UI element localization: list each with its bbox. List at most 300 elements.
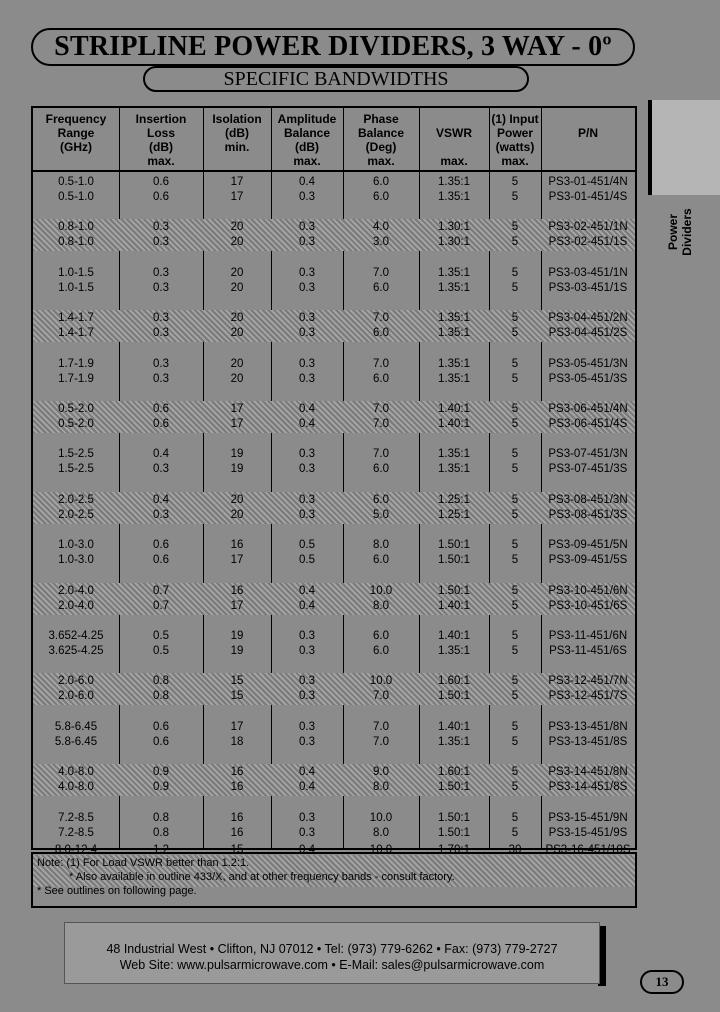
- table-row: [33, 629, 635, 644]
- cell-isolation: 17: [230, 599, 244, 612]
- cell-part-number: PS3-02-451/1S: [548, 236, 628, 249]
- cell-phase-balance: 6.0: [373, 176, 389, 188]
- cell-input-power: 5: [511, 312, 519, 325]
- cell-phase-balance: 5.0: [373, 508, 389, 521]
- cell-isolation: 17: [230, 418, 244, 430]
- cell-part-number: PS3-06-451/4N: [548, 403, 628, 415]
- note-1: Note: (1) For Load VSWR better than 1.2:1.: [37, 857, 250, 869]
- cell-isolation: 19: [230, 463, 244, 476]
- header-line: max.: [293, 154, 321, 168]
- cell-input-power: 5: [511, 463, 519, 476]
- cell-input-power: 5: [511, 327, 519, 340]
- cell-input-power: 5: [511, 584, 519, 597]
- cell-isolation: 15: [230, 675, 244, 688]
- cell-frequency: 4.0-8.0: [58, 766, 94, 779]
- cell-amplitude-balance: 0.3: [299, 645, 315, 657]
- table-row: [33, 372, 635, 387]
- cell-insertion-loss: 0.6: [153, 191, 169, 203]
- cell-amplitude-balance: 0.3: [299, 720, 315, 733]
- cell-amplitude-balance: 0.4: [299, 176, 315, 188]
- cell-phase-balance: 6.0: [373, 281, 389, 294]
- table-row: [33, 190, 635, 205]
- cell-input-power: 5: [511, 826, 519, 839]
- cell-isolation: 20: [230, 281, 244, 294]
- table-row: [33, 402, 635, 417]
- cell-vswr: 1.40:1: [438, 403, 470, 415]
- header-rule: [33, 170, 635, 172]
- cell-isolation: 15: [230, 690, 244, 703]
- side-tab-line-1: Power: [666, 214, 680, 251]
- cell-insertion-loss: 0.8: [153, 811, 169, 824]
- cell-isolation: 16: [230, 826, 244, 839]
- cell-amplitude-balance: 0.3: [299, 236, 315, 249]
- cell-vswr: 1.35:1: [438, 372, 470, 385]
- cell-insertion-loss: 0.5: [153, 645, 169, 657]
- cell-insertion-loss: 0.9: [153, 766, 169, 779]
- header-line: Balance: [283, 126, 331, 140]
- header-line: Balance: [357, 126, 405, 140]
- cell-frequency: 2.0-6.0: [58, 675, 94, 688]
- cell-vswr: 1.50:1: [438, 781, 470, 794]
- table-row: [33, 175, 635, 190]
- title-banner: [31, 28, 635, 66]
- header-line: Phase: [363, 112, 399, 126]
- cell-frequency: 5.8-6.45: [54, 735, 98, 748]
- cell-isolation: 20: [230, 508, 244, 521]
- cell-part-number: PS3-07-451/3S: [548, 463, 628, 476]
- cell-insertion-loss: 0.6: [153, 735, 169, 748]
- table-row: [33, 599, 635, 614]
- cell-phase-balance: 6.0: [373, 327, 389, 340]
- cell-insertion-loss: 0.5: [153, 630, 169, 642]
- cell-amplitude-balance: 0.3: [299, 508, 315, 521]
- cell-phase-balance: 7.0: [373, 357, 389, 370]
- cell-amplitude-balance: 0.3: [299, 357, 315, 370]
- cell-vswr: 1.35:1: [438, 357, 470, 370]
- table-row: [33, 462, 635, 477]
- cell-phase-balance: 8.0: [373, 599, 389, 612]
- cell-isolation: 20: [230, 327, 244, 340]
- cell-amplitude-balance: 0.4: [299, 403, 315, 415]
- cell-frequency: 7.2-8.5: [58, 811, 94, 824]
- cell-insertion-loss: 0.7: [153, 584, 169, 597]
- cell-insertion-loss: 0.6: [153, 554, 169, 567]
- header-line: Loss: [146, 126, 175, 140]
- page-title: STRIPLINE POWER DIVIDERS, 3 WAY - 0º: [54, 31, 612, 62]
- cell-amplitude-balance: 0.4: [299, 418, 315, 430]
- cell-amplitude-balance: 0.4: [299, 844, 315, 856]
- cell-isolation: 17: [230, 176, 244, 188]
- cell-insertion-loss: 0.3: [153, 327, 169, 340]
- cell-part-number: PS3-12-451/7S: [548, 690, 628, 703]
- cell-isolation: 20: [230, 266, 244, 279]
- table-row: [33, 674, 635, 689]
- cell-isolation: 17: [230, 403, 244, 415]
- notes-box: [31, 852, 637, 908]
- header-line: (1) Input: [491, 112, 539, 126]
- table-row: [33, 220, 635, 235]
- cell-phase-balance: 6.0: [373, 493, 389, 506]
- table-row: [33, 311, 635, 326]
- cell-isolation: 19: [230, 645, 244, 657]
- header-line: (dB): [149, 140, 173, 154]
- cell-input-power: 5: [511, 781, 519, 794]
- cell-input-power: 5: [511, 735, 519, 748]
- cell-vswr: 1.50:1: [438, 690, 470, 703]
- cell-frequency: 5.8-6.45: [54, 720, 98, 733]
- page-number: 13: [640, 970, 684, 994]
- header-line: Range: [57, 126, 95, 140]
- cell-part-number: PS3-05-451/3S: [548, 372, 628, 385]
- table-row: [33, 811, 635, 826]
- table-row: [33, 326, 635, 341]
- cell-vswr: 1.70:1: [438, 844, 470, 856]
- cell-vswr: 1.35:1: [438, 191, 470, 203]
- cell-isolation: 20: [230, 493, 244, 506]
- cell-vswr: 1.35:1: [438, 735, 470, 748]
- side-tab-line-2: Dividers: [680, 208, 694, 256]
- header-insertion-loss: [119, 112, 203, 168]
- cell-vswr: 1.35:1: [438, 176, 470, 188]
- cell-part-number: PS3-08-451/3N: [548, 493, 628, 506]
- cell-input-power: 5: [511, 372, 519, 385]
- cell-part-number: PS3-14-451/8N: [548, 766, 628, 779]
- cell-part-number: PS3-10-451/6S: [548, 599, 628, 612]
- header-input-power: [489, 112, 541, 168]
- header-line: (dB): [225, 126, 249, 140]
- cell-frequency: 3.652-4.25: [48, 630, 104, 642]
- cell-isolation: 16: [230, 781, 244, 794]
- cell-frequency: 0.8-1.0: [58, 236, 94, 249]
- cell-phase-balance: 7.0: [373, 312, 389, 325]
- cell-phase-balance: 4.0: [373, 221, 389, 234]
- table-row: [33, 281, 635, 296]
- cell-insertion-loss: 0.3: [153, 372, 169, 385]
- cell-vswr: 1.35:1: [438, 281, 470, 294]
- cell-input-power: 5: [511, 357, 519, 370]
- cell-frequency: 2.0-2.5: [58, 493, 94, 506]
- cell-part-number: PS3-02-451/1N: [548, 221, 628, 234]
- cell-input-power: 5: [511, 266, 519, 279]
- cell-isolation: 17: [230, 191, 244, 203]
- header-phase-balance: [343, 112, 419, 168]
- cell-part-number: PS3-10-451/6N: [548, 584, 628, 597]
- table-row: [33, 266, 635, 281]
- cell-input-power: 5: [511, 599, 519, 612]
- cell-part-number: PS3-13-451/8S: [548, 735, 628, 748]
- spec-table: [31, 106, 637, 856]
- cell-part-number: PS3-09-451/5S: [548, 554, 628, 567]
- header-isolation: [203, 112, 271, 154]
- header-line: max.: [147, 154, 175, 168]
- cell-frequency: 0.5-2.0: [58, 403, 94, 415]
- cell-insertion-loss: 0.3: [153, 236, 169, 249]
- header-line: Insertion: [135, 112, 187, 126]
- cell-isolation: 20: [230, 357, 244, 370]
- side-tab: [652, 100, 720, 256]
- cell-input-power: 5: [511, 403, 519, 415]
- cell-vswr: 1.35:1: [438, 266, 470, 279]
- address-box: [64, 922, 600, 984]
- cell-phase-balance: 6.0: [373, 630, 389, 642]
- cell-phase-balance: 10.0: [369, 844, 393, 856]
- cell-isolation: 15: [230, 844, 244, 856]
- cell-phase-balance: 8.0: [373, 539, 389, 552]
- cell-input-power: 5: [511, 630, 519, 642]
- header-line: max.: [440, 154, 468, 168]
- cell-part-number: PS3-09-451/5N: [548, 539, 628, 552]
- page-subtitle: SPECIFIC BANDWIDTHS: [223, 68, 449, 90]
- cell-part-number: PS3-06-451/4S: [548, 418, 628, 430]
- cell-input-power: 5: [511, 221, 519, 234]
- cell-frequency: 2.0-6.0: [58, 690, 94, 703]
- header-line: (GHz): [60, 140, 92, 154]
- cell-amplitude-balance: 0.3: [299, 266, 315, 279]
- cell-insertion-loss: 0.3: [153, 357, 169, 370]
- cell-vswr: 1.35:1: [438, 645, 470, 657]
- cell-phase-balance: 7.0: [373, 266, 389, 279]
- cell-phase-balance: 6.0: [373, 645, 389, 657]
- table-row: [33, 493, 635, 508]
- cell-isolation: 20: [230, 372, 244, 385]
- cell-vswr: 1.50:1: [438, 584, 470, 597]
- header-line: P/N: [577, 126, 598, 140]
- cell-input-power: 5: [511, 493, 519, 506]
- cell-phase-balance: 7.0: [373, 403, 389, 415]
- table-row: [33, 826, 635, 841]
- table-row: [33, 689, 635, 704]
- cell-frequency: 0.5-1.0: [58, 191, 94, 203]
- cell-phase-balance: 8.0: [373, 781, 389, 794]
- cell-amplitude-balance: 0.3: [299, 811, 315, 824]
- cell-insertion-loss: 0.6: [153, 418, 169, 430]
- cell-insertion-loss: 0.6: [153, 403, 169, 415]
- cell-frequency: 2.0-2.5: [58, 508, 94, 521]
- note-2: * Also available in outline 433/X, and at other frequency bands - consult factory.: [69, 871, 455, 883]
- cell-part-number: PS3-16-451/10S: [545, 844, 631, 856]
- cell-vswr: 1.60:1: [438, 766, 470, 779]
- cell-isolation: 16: [230, 766, 244, 779]
- header-line: min.: [224, 140, 250, 154]
- cell-vswr: 1.40:1: [438, 599, 470, 612]
- cell-vswr: 1.50:1: [438, 826, 470, 839]
- table-row: [33, 508, 635, 523]
- cell-amplitude-balance: 0.3: [299, 690, 315, 703]
- cell-insertion-loss: 0.3: [153, 463, 169, 476]
- cell-isolation: 18: [230, 735, 244, 748]
- subtitle-banner: [143, 66, 529, 92]
- cell-part-number: PS3-13-451/8N: [548, 720, 628, 733]
- cell-phase-balance: 7.0: [373, 720, 389, 733]
- cell-frequency: 1.0-1.5: [58, 266, 94, 279]
- cell-phase-balance: 10.0: [369, 811, 393, 824]
- cell-insertion-loss: 0.8: [153, 826, 169, 839]
- table-row: [33, 765, 635, 780]
- cell-isolation: 16: [230, 811, 244, 824]
- cell-part-number: PS3-15-451/9S: [548, 826, 628, 839]
- cell-amplitude-balance: 0.4: [299, 584, 315, 597]
- cell-phase-balance: 6.0: [373, 554, 389, 567]
- cell-vswr: 1.40:1: [438, 630, 470, 642]
- cell-input-power: 5: [511, 236, 519, 249]
- cell-isolation: 16: [230, 584, 244, 597]
- cell-vswr: 1.60:1: [438, 675, 470, 688]
- cell-isolation: 19: [230, 630, 244, 642]
- cell-insertion-loss: 0.3: [153, 281, 169, 294]
- cell-amplitude-balance: 0.3: [299, 281, 315, 294]
- cell-phase-balance: 7.0: [373, 418, 389, 430]
- cell-amplitude-balance: 0.3: [299, 735, 315, 748]
- cell-phase-balance: 7.0: [373, 690, 389, 703]
- cell-part-number: PS3-07-451/3N: [548, 448, 628, 461]
- table-row: [33, 735, 635, 750]
- cell-vswr: 1.25:1: [438, 508, 470, 521]
- cell-vswr: 1.30:1: [438, 221, 470, 234]
- table-row: [33, 780, 635, 795]
- cell-input-power: 5: [511, 508, 519, 521]
- header-line: Power: [496, 126, 533, 140]
- cell-insertion-loss: 0.6: [153, 176, 169, 188]
- header-part-number: [541, 126, 635, 140]
- cell-input-power: 5: [511, 176, 519, 188]
- cell-amplitude-balance: 0.3: [299, 630, 315, 642]
- cell-frequency: 0.5-1.0: [58, 176, 94, 188]
- table-row: [33, 584, 635, 599]
- cell-insertion-loss: 0.6: [153, 720, 169, 733]
- cell-input-power: 5: [511, 720, 519, 733]
- cell-part-number: PS3-15-451/9N: [548, 811, 628, 824]
- cell-input-power: 5: [511, 281, 519, 294]
- cell-frequency: 7.2-8.5: [58, 826, 94, 839]
- cell-insertion-loss: 0.8: [153, 675, 169, 688]
- cell-vswr: 1.40:1: [438, 720, 470, 733]
- cell-phase-balance: 7.0: [373, 448, 389, 461]
- cell-part-number: PS3-05-451/3N: [548, 357, 628, 370]
- header-line: max.: [367, 154, 395, 168]
- cell-phase-balance: 9.0: [373, 766, 389, 779]
- cell-frequency: 1.5-2.5: [58, 463, 94, 476]
- cell-part-number: PS3-14-451/8S: [548, 781, 628, 794]
- cell-insertion-loss: 0.4: [153, 448, 169, 461]
- cell-frequency: 1.4-1.7: [58, 312, 94, 325]
- cell-insertion-loss: 0.3: [153, 221, 169, 234]
- cell-vswr: 1.35:1: [438, 448, 470, 461]
- header-line: Frequency: [45, 112, 107, 126]
- cell-input-power: 5: [511, 766, 519, 779]
- cell-vswr: 1.35:1: [438, 463, 470, 476]
- cell-insertion-loss: 0.3: [153, 508, 169, 521]
- cell-amplitude-balance: 0.3: [299, 327, 315, 340]
- cell-insertion-loss: 0.3: [153, 312, 169, 325]
- side-tab-label: [666, 192, 694, 272]
- cell-vswr: 1.40:1: [438, 418, 470, 430]
- header-frequency: [33, 112, 119, 154]
- cell-frequency: 1.0-1.5: [58, 281, 94, 294]
- table-row: [33, 417, 635, 432]
- cell-input-power: 5: [511, 418, 519, 430]
- table-row: [33, 720, 635, 735]
- cell-part-number: PS3-03-451/1S: [548, 281, 628, 294]
- address-line: 48 Industrial West • Clifton, NJ 07012 • Tel: (973) 779-6262 • Fax: (973) 779-2727: [106, 942, 558, 956]
- cell-frequency: 1.0-3.0: [58, 539, 94, 552]
- cell-insertion-loss: 1.2: [153, 844, 169, 856]
- note-3: * See outlines on following page.: [37, 885, 197, 897]
- cell-vswr: 1.35:1: [438, 312, 470, 325]
- table-row: [33, 235, 635, 250]
- cell-isolation: 20: [230, 236, 244, 249]
- cell-part-number: PS3-01-451/4N: [548, 176, 628, 188]
- header-line: (Deg): [365, 140, 397, 154]
- cell-frequency: 0.5-2.0: [58, 418, 94, 430]
- cell-phase-balance: 3.0: [373, 236, 389, 249]
- table-row: [33, 447, 635, 462]
- cell-isolation: 20: [230, 221, 244, 234]
- cell-amplitude-balance: 0.3: [299, 675, 315, 688]
- cell-isolation: 16: [230, 539, 244, 552]
- cell-part-number: PS3-12-451/7N: [548, 675, 628, 688]
- cell-vswr: 1.50:1: [438, 539, 470, 552]
- cell-frequency: 1.7-1.9: [58, 372, 94, 385]
- cell-input-power: 5: [511, 539, 519, 552]
- cell-frequency: 1.7-1.9: [58, 357, 94, 370]
- cell-frequency: 1.5-2.5: [58, 448, 94, 461]
- cell-insertion-loss: 0.6: [153, 539, 169, 552]
- cell-amplitude-balance: 0.4: [299, 781, 315, 794]
- header-line: max.: [501, 154, 529, 168]
- cell-amplitude-balance: 0.3: [299, 493, 315, 506]
- cell-frequency: 0.8-1.0: [58, 221, 94, 234]
- cell-vswr: 1.30:1: [438, 236, 470, 249]
- cell-part-number: PS3-04-451/2S: [548, 327, 628, 340]
- header-amplitude-balance: [271, 112, 343, 168]
- table-row: [33, 357, 635, 372]
- cell-part-number: PS3-11-451/6S: [549, 645, 627, 657]
- cell-amplitude-balance: 0.3: [299, 826, 315, 839]
- cell-insertion-loss: 0.9: [153, 781, 169, 794]
- cell-amplitude-balance: 0.5: [299, 539, 315, 552]
- cell-isolation: 17: [230, 554, 244, 567]
- cell-frequency: 1.4-1.7: [58, 327, 94, 340]
- cell-insertion-loss: 0.4: [153, 493, 169, 506]
- cell-amplitude-balance: 0.3: [299, 372, 315, 385]
- cell-isolation: 19: [230, 448, 244, 461]
- cell-vswr: 1.50:1: [438, 811, 470, 824]
- cell-phase-balance: 10.0: [369, 675, 393, 688]
- cell-amplitude-balance: 0.4: [299, 766, 315, 779]
- cell-frequency: 2.0-4.0: [58, 599, 94, 612]
- cell-input-power: 5: [511, 645, 519, 657]
- cell-phase-balance: 6.0: [373, 463, 389, 476]
- cell-insertion-loss: 0.7: [153, 599, 169, 612]
- cell-phase-balance: 6.0: [373, 191, 389, 203]
- cell-frequency: 8.0-12.4: [54, 844, 98, 856]
- cell-amplitude-balance: 0.4: [299, 599, 315, 612]
- table-row: [33, 644, 635, 659]
- cell-isolation: 20: [230, 312, 244, 325]
- cell-frequency: 3.625-4.25: [48, 645, 104, 657]
- cell-phase-balance: 6.0: [373, 372, 389, 385]
- cell-amplitude-balance: 0.3: [299, 463, 315, 476]
- header-line: Isolation: [212, 112, 262, 126]
- cell-input-power: 5: [511, 690, 519, 703]
- header-vswr: [419, 126, 489, 168]
- cell-input-power: 5: [511, 811, 519, 824]
- cell-frequency: 2.0-4.0: [58, 584, 94, 597]
- cell-input-power: 5: [511, 448, 519, 461]
- cell-amplitude-balance: 0.5: [299, 554, 315, 567]
- cell-part-number: PS3-03-451/1N: [548, 266, 628, 279]
- cell-part-number: PS3-01-451/4S: [548, 191, 628, 203]
